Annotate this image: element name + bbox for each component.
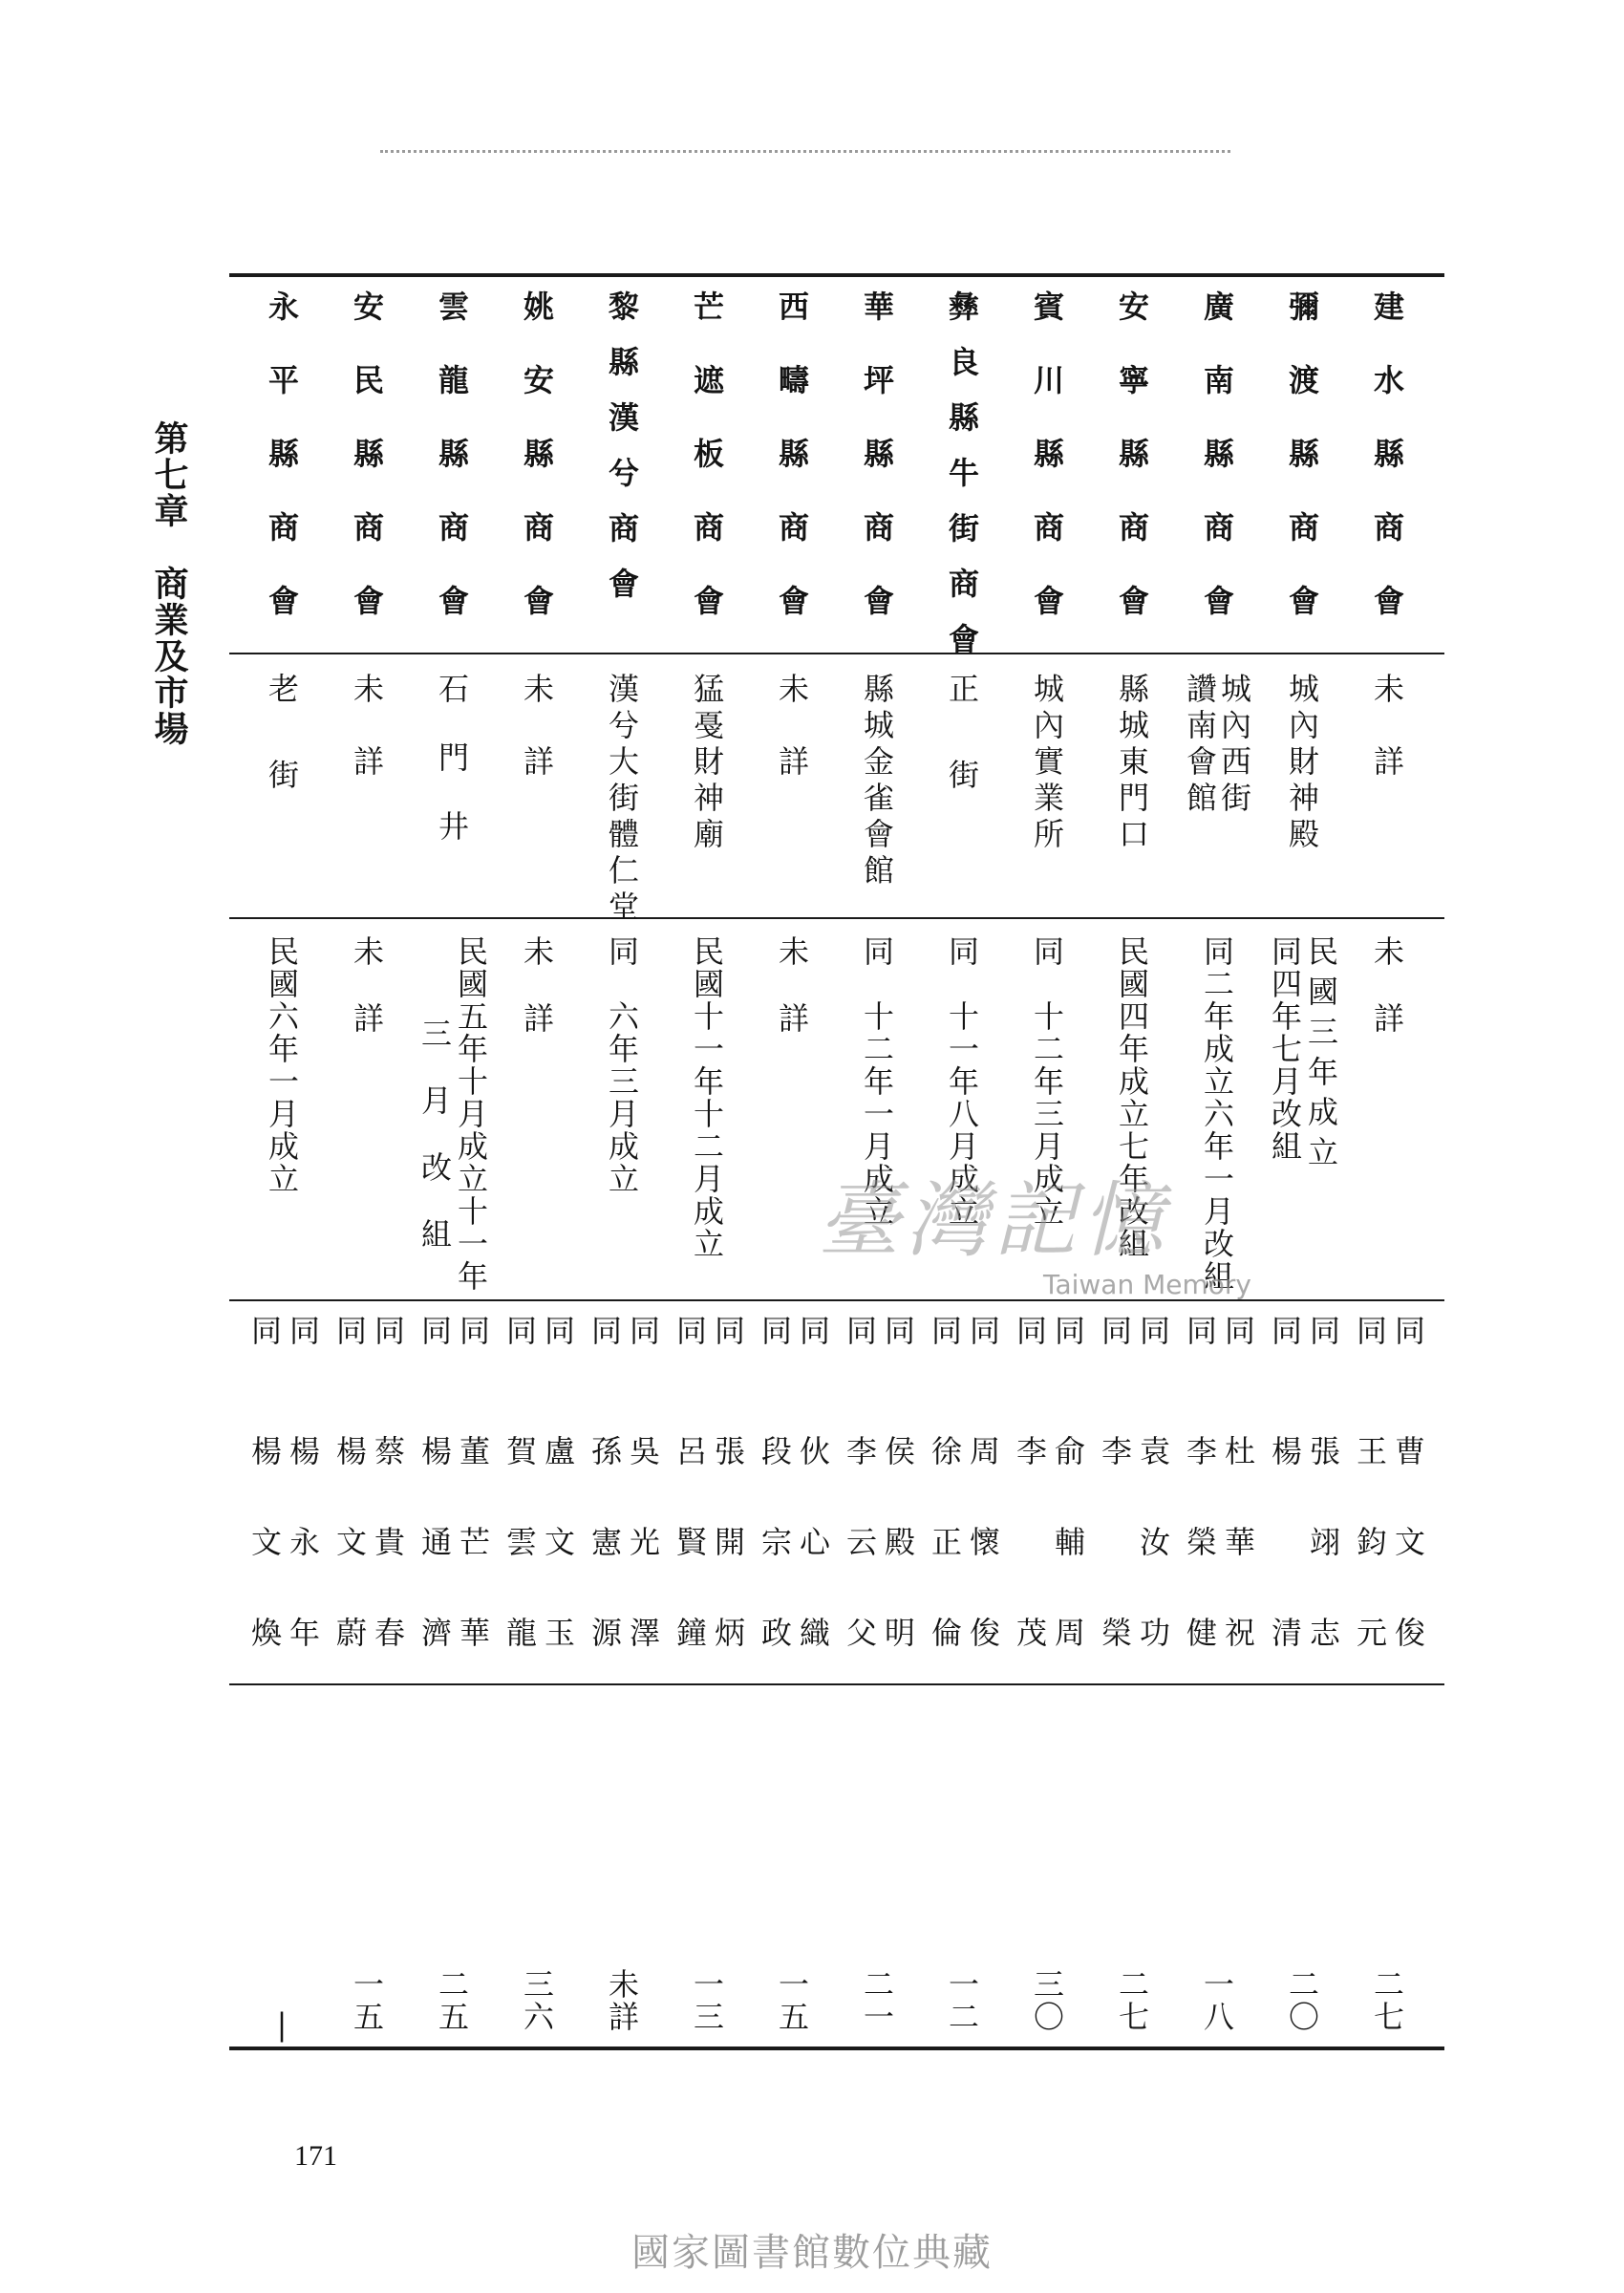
officer-title: 同 (757, 1315, 793, 1347)
officer-name-char: 賢 (672, 1526, 708, 1558)
member-count-text: | (264, 2006, 300, 2045)
officer-name-char: 鐘 (672, 1617, 708, 1649)
officer-name-char: 華 (1220, 1526, 1256, 1558)
officer-name-char: 李 (1012, 1435, 1048, 1468)
officer-name-char: 心 (795, 1526, 831, 1558)
officer-title: 同 (1352, 1315, 1388, 1347)
officer-title: 同 (927, 1315, 963, 1347)
officer-name-char: 玉 (540, 1617, 576, 1649)
member-count-text: 三〇 (1029, 1968, 1065, 2033)
watermark-script: 臺灣記憶 (818, 1173, 1169, 1269)
chamber-name-text: 姚安縣商會 (519, 290, 555, 658)
member-count-text: 二〇 (1284, 1968, 1320, 2033)
officer-name-char: 永 (285, 1526, 321, 1558)
officer-name-char: 伙 (795, 1435, 831, 1468)
officer-title: 同 (417, 1315, 453, 1347)
established-text: 未詳 (519, 935, 555, 1069)
member-count-text: 二七 (1369, 1968, 1405, 2033)
chamber-name-text: 永平縣商會 (264, 290, 300, 658)
chamber-name-text: 安民縣商會 (349, 290, 385, 658)
chamber-name-text: 彌渡縣商會 (1284, 290, 1320, 658)
officer-name-char: 李 (1097, 1435, 1133, 1468)
officer-name-char: 賀 (502, 1435, 538, 1468)
officer-name-char: 榮 (1182, 1526, 1218, 1558)
officer-name-char: 澤 (625, 1617, 661, 1649)
member-count-text: 二五 (434, 1968, 470, 2033)
officer-name-char: 翊 (1305, 1526, 1341, 1558)
established-text: 同 十二年一月成立 (859, 935, 895, 1228)
officer-name-char: 李 (842, 1435, 878, 1468)
chamber-name-text: 西疇縣商會 (774, 290, 810, 658)
officer-name-char: 吳 (625, 1435, 661, 1468)
library-footer: 國家圖書館數位典藏 (631, 2231, 993, 2275)
officer-name-char: 杜 (1220, 1435, 1256, 1468)
officer-title: 同 (1135, 1315, 1171, 1347)
established-text: 三月改組 (417, 1018, 453, 1285)
officer-name-char: 雲 (502, 1526, 538, 1558)
chamber-name-text: 黎縣漢兮商會 (604, 290, 640, 623)
officer-name-char: 宗 (757, 1526, 793, 1558)
officer-name-char: 懷 (965, 1526, 1001, 1558)
officer-title: 同 (370, 1315, 406, 1347)
officer-name-char: 正 (927, 1526, 963, 1558)
chamber-name-text: 彝良縣牛街商會 (944, 290, 980, 678)
location-text: 漢兮大街體仁堂 (604, 673, 640, 927)
officer-title: 同 (1050, 1315, 1086, 1347)
member-count-text: 未詳 (604, 1968, 640, 2033)
location-text: 未詳 (774, 673, 810, 818)
officer-title: 同 (540, 1315, 576, 1347)
location-text: 縣城金雀會館 (859, 673, 895, 890)
officer-name-char: 張 (1305, 1435, 1341, 1468)
chamber-name-text: 華坪縣商會 (859, 290, 895, 658)
officer-name-char: 李 (1182, 1435, 1218, 1468)
officer-title: 同 (795, 1315, 831, 1347)
officer-name-char: 俞 (1050, 1435, 1086, 1468)
established-text: 同二年成立六年一月改組 (1199, 935, 1235, 1293)
officer-name-char: 楊 (417, 1435, 453, 1468)
location-text: 正街 (944, 673, 980, 845)
officer-title: 同 (1267, 1315, 1303, 1347)
member-count-text: 一八 (1199, 1968, 1235, 2033)
officer-name-char: 憲 (587, 1526, 623, 1558)
officer-name-char: 政 (757, 1617, 793, 1649)
officer-name-char: 鈞 (1352, 1526, 1388, 1558)
officer-name-char: 侯 (880, 1435, 916, 1468)
officer-name-char: 楊 (246, 1435, 283, 1468)
chamber-name-text: 賓川縣商會 (1029, 290, 1065, 658)
officer-name-char: 華 (455, 1617, 491, 1649)
officer-name-char: 周 (1050, 1617, 1086, 1649)
officer-name-char: 文 (1390, 1526, 1426, 1558)
officer-name-char: 周 (965, 1435, 1001, 1468)
top-decorative-rule (380, 150, 1230, 153)
officer-title: 同 (842, 1315, 878, 1347)
established-text: 同四年七月改組 (1267, 935, 1303, 1163)
table-bottom-rule (229, 2047, 1444, 2050)
officer-name-char: 光 (625, 1526, 661, 1558)
officer-name-char: 蔚 (331, 1617, 368, 1649)
officer-name-char: 源 (587, 1617, 623, 1649)
rule-after-officers (229, 1683, 1444, 1685)
established-text: 同 十二年三月成立 (1029, 935, 1065, 1228)
established-text: 民國四年成立七年改組 (1114, 935, 1150, 1260)
chamber-name-text: 建水縣商會 (1369, 290, 1405, 658)
officer-name-char: 文 (331, 1526, 368, 1558)
officer-title: 同 (1012, 1315, 1048, 1347)
officer-name-char: 董 (455, 1435, 491, 1468)
established-text: 民國五年十月成立十一年 (453, 935, 489, 1293)
location-text: 城內財神殿 (1284, 673, 1320, 854)
rule-after-location (229, 917, 1444, 919)
officer-name-char: 云 (842, 1526, 878, 1558)
chapter-title: 第七章 商業及市場 (149, 420, 189, 747)
officer-name-char: 春 (370, 1617, 406, 1649)
location-text: 未詳 (519, 673, 555, 818)
officer-name-char: 徐 (927, 1435, 963, 1468)
chamber-name-text: 雲龍縣商會 (434, 290, 470, 658)
officer-name-char: 段 (757, 1435, 793, 1468)
officer-name-char: 楊 (331, 1435, 368, 1468)
officer-name-char: 榮 (1097, 1617, 1133, 1649)
officer-name-char: 俊 (1390, 1617, 1426, 1649)
location-text: 城內實業所 (1029, 673, 1065, 854)
chamber-name-text: 廣南縣商會 (1199, 290, 1235, 658)
established-text: 民國十一年十二月成立 (689, 935, 725, 1260)
officer-title: 同 (1097, 1315, 1133, 1347)
officer-name-char: 煥 (246, 1617, 283, 1649)
officer-name-char: 年 (285, 1617, 321, 1649)
officer-name-char: 祝 (1220, 1617, 1256, 1649)
rule-after-established (229, 1299, 1444, 1301)
officer-title: 同 (285, 1315, 321, 1347)
officer-title: 同 (455, 1315, 491, 1347)
member-count-text: 二七 (1114, 1968, 1150, 2033)
officer-title: 同 (880, 1315, 916, 1347)
established-text: 未詳 (774, 935, 810, 1069)
officer-title: 同 (625, 1315, 661, 1347)
officer-name-char: 茂 (1012, 1617, 1048, 1649)
officer-name-char: 健 (1182, 1617, 1218, 1649)
officer-name-char: 父 (842, 1617, 878, 1649)
officer-name-char: 炳 (710, 1617, 746, 1649)
member-count-text: 一五 (774, 1968, 810, 2033)
location-text: 城內西街 (1216, 673, 1252, 818)
officer-name-char: 汝 (1135, 1526, 1171, 1558)
officer-title: 同 (1390, 1315, 1426, 1347)
chamber-name-text: 安寧縣商會 (1114, 290, 1150, 658)
officer-name-char: 呂 (672, 1435, 708, 1468)
officer-name-char: 倫 (927, 1617, 963, 1649)
location-text: 未詳 (349, 673, 385, 818)
officer-name-char: 織 (795, 1617, 831, 1649)
officer-name-char: 蔡 (370, 1435, 406, 1468)
officer-name-char: 文 (540, 1526, 576, 1558)
officer-name-char: 開 (710, 1526, 746, 1558)
established-text: 民國三年成立 (1303, 935, 1339, 1176)
member-count-text: 一二 (944, 1968, 980, 2033)
officer-title: 同 (1305, 1315, 1341, 1347)
officer-name-char: 文 (246, 1526, 283, 1558)
established-text: 未詳 (349, 935, 385, 1069)
officer-title: 同 (1182, 1315, 1218, 1347)
officer-name-char: 孫 (587, 1435, 623, 1468)
officer-name-char: 袁 (1135, 1435, 1171, 1468)
officer-name-char: 楊 (285, 1435, 321, 1468)
established-text: 民國六年一月成立 (264, 935, 300, 1195)
location-text: 讚南會館 (1182, 673, 1218, 818)
officer-name-char: 楊 (1267, 1435, 1303, 1468)
member-count-text: 一五 (349, 1968, 385, 2033)
officer-title: 同 (246, 1315, 283, 1347)
officer-name-char: 輔 (1050, 1526, 1086, 1558)
member-count-text: 二一 (859, 1968, 895, 2033)
table-top-rule (229, 273, 1444, 277)
rule-after-name (229, 653, 1444, 654)
officer-name-char: 龍 (502, 1617, 538, 1649)
officer-name-char: 清 (1267, 1617, 1303, 1649)
established-text: 未詳 (1369, 935, 1405, 1069)
officer-name-char: 曹 (1390, 1435, 1426, 1468)
officer-name-char: 張 (710, 1435, 746, 1468)
officer-name-char: 通 (417, 1526, 453, 1558)
officer-title: 同 (1220, 1315, 1256, 1347)
officer-title: 同 (502, 1315, 538, 1347)
page-number: 171 (294, 2140, 337, 2172)
officer-name-char: 芒 (455, 1526, 491, 1558)
officer-name-char: 元 (1352, 1617, 1388, 1649)
officer-title: 同 (331, 1315, 368, 1347)
chamber-name-text: 芒遮板商會 (689, 290, 725, 658)
officer-title: 同 (672, 1315, 708, 1347)
member-count-text: 一三 (689, 1968, 725, 2033)
established-text: 同 十一年八月成立 (944, 935, 980, 1228)
location-text: 縣城東門口 (1114, 673, 1150, 854)
officer-name-char: 志 (1305, 1617, 1341, 1649)
location-text: 石門井 (434, 673, 470, 879)
officer-title: 同 (710, 1315, 746, 1347)
location-text: 老街 (264, 673, 300, 845)
officer-name-char: 功 (1135, 1617, 1171, 1649)
officer-name-char: 濟 (417, 1617, 453, 1649)
location-text: 未詳 (1369, 673, 1405, 818)
location-text: 猛戞財神廟 (689, 673, 725, 854)
officer-title: 同 (587, 1315, 623, 1347)
officer-name-char: 盧 (540, 1435, 576, 1468)
watermark-subtitle: Taiwan Memory (1043, 1269, 1251, 1300)
officer-name-char: 明 (880, 1617, 916, 1649)
established-text: 同 六年三月成立 (604, 935, 640, 1195)
member-count-text: 三六 (519, 1968, 555, 2033)
officer-name-char: 殿 (880, 1526, 916, 1558)
officer-title: 同 (965, 1315, 1001, 1347)
officer-name-char: 王 (1352, 1435, 1388, 1468)
officer-name-char: 俊 (965, 1617, 1001, 1649)
officer-name-char: 貴 (370, 1526, 406, 1558)
